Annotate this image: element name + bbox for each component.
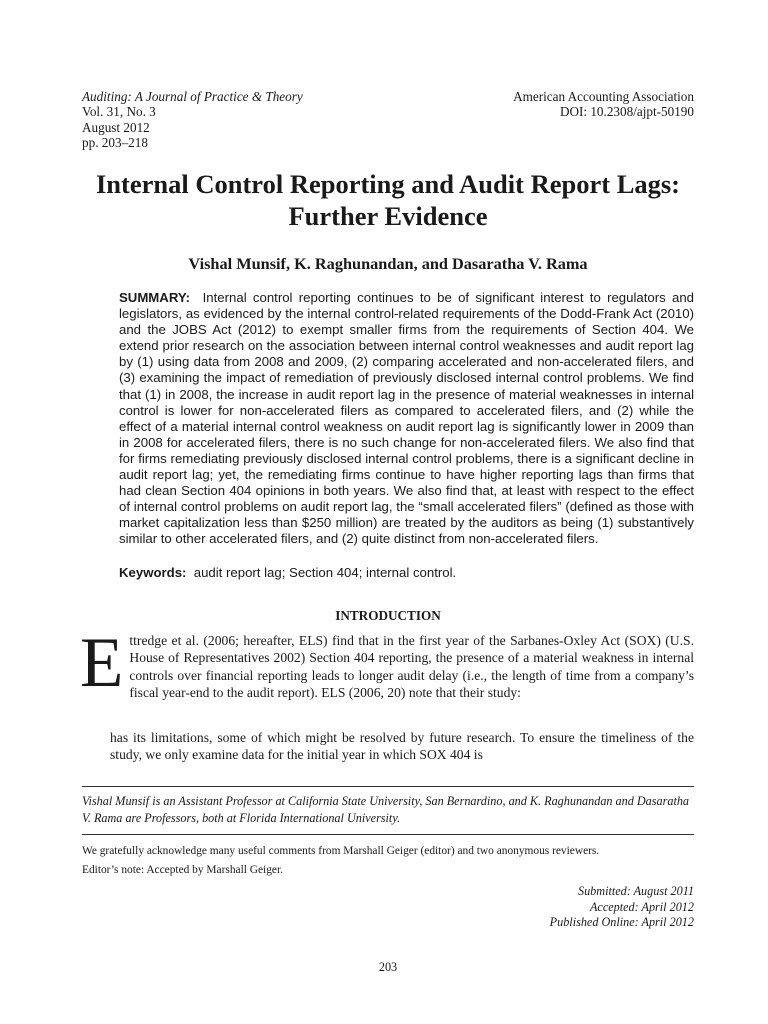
published-date: Published Online: April 2012 — [549, 915, 694, 929]
accepted-date: Accepted: April 2012 — [589, 899, 694, 914]
article-title: Internal Control Reporting and Audit Report Lags: Further Evidence — [95, 169, 681, 231]
summary-text: Internal control reporting continues to be of significant interest to regulators and legislators, as evidenced by the internal control-related requirements of the Dodd-Frank Act (2010) and the JOBS Act (2012) to exempt smaller firms from the requirements of Section 404. We extend prior research on the association between internal control weaknesses and audit report lag by (1) using data from 2008 and 2009, (2) comparing accelerated and non-accelerated filers, and (3) examining the impact of remediation of previously disclosed internal control problems. We find that (1) in 2008, the increase in audit report lag in the presence of material weaknesses in internal control is lower for non-accelerated filers as compared to accelerated filers, and (2) while the effect of a material internal control weakness on audit report lag is significantly lower in 2009 than in 2008 for accelerated filers, there is no such change for non-accelerated filers. We also find that for firms remediating previously disclosed internal control problems, there is a significant decline in audit report lag; yet, the remediating firms continue to have higher reporting lags than firms that had clean Section 404 opinions in both years. We also find that, at least with respect to the effect of internal control problems on audit report lag, the “small accelerated filers” (defined as those with market capitalization less than $250 million) are treated by the auditors as being (1) substantively similar to other accelerated filers, and (2) quite distinct from non-accelerated filers. — [119, 290, 695, 547]
keywords-label: Keywords: — [119, 565, 187, 580]
publisher-info — [513, 89, 694, 120]
publisher-name: American Accounting Association — [513, 89, 694, 104]
journal-info — [82, 89, 303, 150]
journal-date: August 2012 — [82, 119, 150, 135]
article-authors: Vishal Munsif, K. Raghunandan, and Dasaratha V. Rama — [188, 254, 588, 273]
intro-paragraph — [80, 624, 694, 702]
drop-cap: E — [80, 624, 124, 702]
page-number: 203 — [378, 960, 398, 974]
journal-name: Auditing: A Journal of Practice & Theory — [82, 89, 303, 104]
bio-rule — [82, 834, 694, 835]
keywords-line — [119, 565, 694, 581]
keywords-text: audit report lag; Section 404; internal control. — [193, 565, 457, 580]
author-bio: Vishal Munsif is an Assistant Professor at California State University, San Bernardino, and K. Raghunandan and Dasaratha V. Rama are Professors, both at Florida International University. — [82, 794, 690, 825]
doi: DOI: 10.2308/ajpt-50190 — [559, 104, 694, 120]
summary-paragraph — [119, 290, 694, 548]
submission-dates — [550, 884, 694, 931]
summary-label: SUMMARY: — [119, 290, 191, 305]
section-heading-introduction: INTRODUCTION — [335, 608, 441, 623]
acknowledgment: We gratefully acknowledge many useful comments from Marshall Geiger (editor) and two anonymous reviewers. — [82, 845, 600, 857]
submitted-date: Submitted: August 2011 — [577, 884, 694, 898]
editor-note: Editor’s note: Accepted by Marshall Geiger. — [82, 864, 283, 876]
journal-volume: Vol. 31, No. 3 — [82, 104, 156, 120]
intro-text: ttredge et al. (2006; hereafter, ELS) find that in the first year of the Sarbanes-Oxley Act (SOX) (U.S. House of Representatives 2002) Section 404 reporting, the presence of a material weakness in internal controls over financial reporting leads to longer audit delay (i.e., the length of time from a company’s fiscal year-end to the audit report). ELS (2006, 20) note that their study: — [129, 633, 694, 700]
block-quote: has its limitations, some of which might be resolved by future research. To ensure the timeliness of the study, we only examine data for the initial year in which SOX 404 is — [110, 730, 694, 763]
footnote-rule — [82, 786, 694, 787]
journal-pages: pp. 203–218 — [82, 134, 148, 150]
article-page — [82, 0, 694, 1024]
